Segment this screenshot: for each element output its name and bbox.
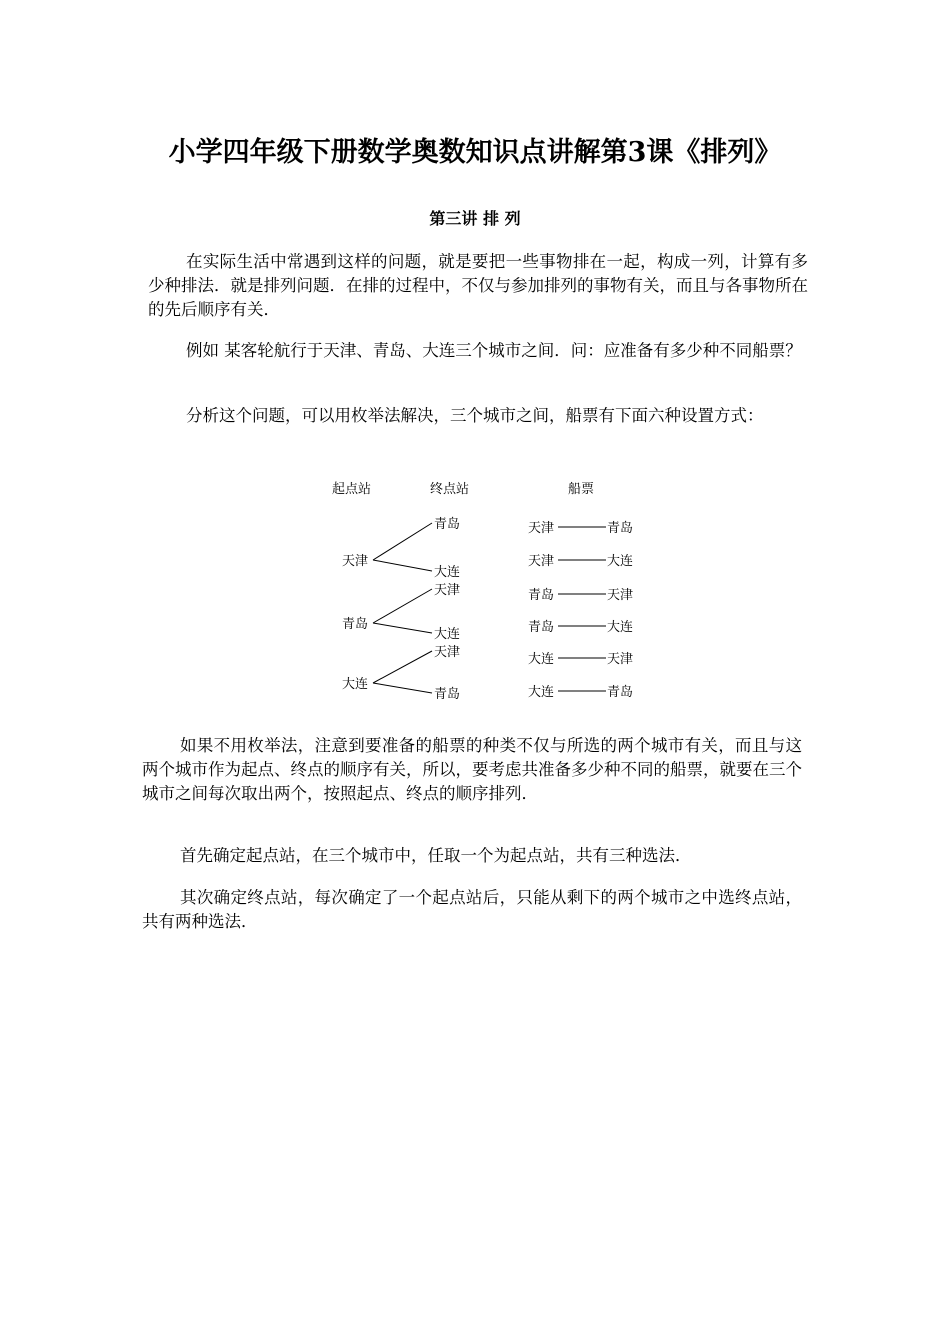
ticket-from-city: 天津 <box>528 554 555 569</box>
ticket-list <box>528 520 633 700</box>
tree-end-city: 大连 <box>434 627 461 642</box>
tree-branch-line <box>373 651 432 683</box>
header-start: 起点站 <box>332 482 372 497</box>
header-ticket: 船票 <box>568 482 595 497</box>
ticket-from-city: 青岛 <box>528 588 555 603</box>
tree-end-city: 青岛 <box>434 517 461 532</box>
tree-branch-line <box>373 683 432 693</box>
ticket-to-city: 天津 <box>607 652 634 667</box>
tree-branch-line <box>373 560 432 571</box>
tree-branch-line <box>373 523 432 560</box>
tree-end-city: 天津 <box>434 645 461 660</box>
ticket-to-city: 青岛 <box>607 685 634 700</box>
tree-branches <box>342 516 460 702</box>
tree-branch-line <box>373 623 432 633</box>
intro-paragraph: 在实际生活中常遇到这样的问题，就是要把一些事物排在一起，构成一列，计算有多少种排法．就是排列问题．在排的过程中，不仅与参加排列的事物有关，而且与各事物所在的先后顺序有关． <box>148 252 808 319</box>
ticket-to-city: 大连 <box>607 554 634 569</box>
ticket-to-city: 大连 <box>607 620 634 635</box>
analysis-paragraph: 分析这个问题，可以用枚举法解决，三个城市之间，船票有下面六种设置方式： <box>186 406 764 425</box>
ticket-from-city: 天津 <box>528 521 555 536</box>
tree-end-city: 天津 <box>434 583 461 598</box>
ticket-from-city: 大连 <box>528 685 555 700</box>
tree-branch-line <box>373 589 432 623</box>
header-end: 终点站 <box>430 482 470 497</box>
ticket-to-city: 天津 <box>607 588 634 603</box>
tree-end-city: 大连 <box>434 565 461 580</box>
ticket-from-city: 青岛 <box>528 620 555 635</box>
tree-start-city: 青岛 <box>342 617 369 632</box>
step2-paragraph: 其次确定终点站，每次确定了一个起点站后，只能从剩下的两个城市之中选终点站，共有两种选法． <box>142 888 802 931</box>
tree-end-city: 青岛 <box>434 687 461 702</box>
lecture-title: 第三讲 排 列 <box>429 209 521 228</box>
ticket-from-city: 大连 <box>528 652 555 667</box>
tree-start-city: 大连 <box>342 677 369 692</box>
ticket-to-city: 青岛 <box>607 521 634 536</box>
ticket-tree-diagram <box>320 470 660 720</box>
tree-start-city: 天津 <box>342 554 369 569</box>
page-title: 小学四年级下册数学奥数知识点讲解第3课《排列》 <box>168 137 782 168</box>
reasoning-paragraph: 如果不用枚举法，注意到要准备的船票的种类不仅与所选的两个城市有关，而且与这两个城市作为起点、终点的顺序有关，所以，要考虑共准备多少种不同的船票，就要在三个城市之间每次取出两个，按照起点、终点的顺序排列． <box>142 736 802 803</box>
step1-paragraph: 首先确定起点站，在三个城市中，任取一个为起点站，共有三种选法． <box>180 846 692 865</box>
example-paragraph: 例如 某客轮航行于天津、青岛、大连三个城市之间．问：应准备有多少种不同船票？ <box>186 341 802 360</box>
